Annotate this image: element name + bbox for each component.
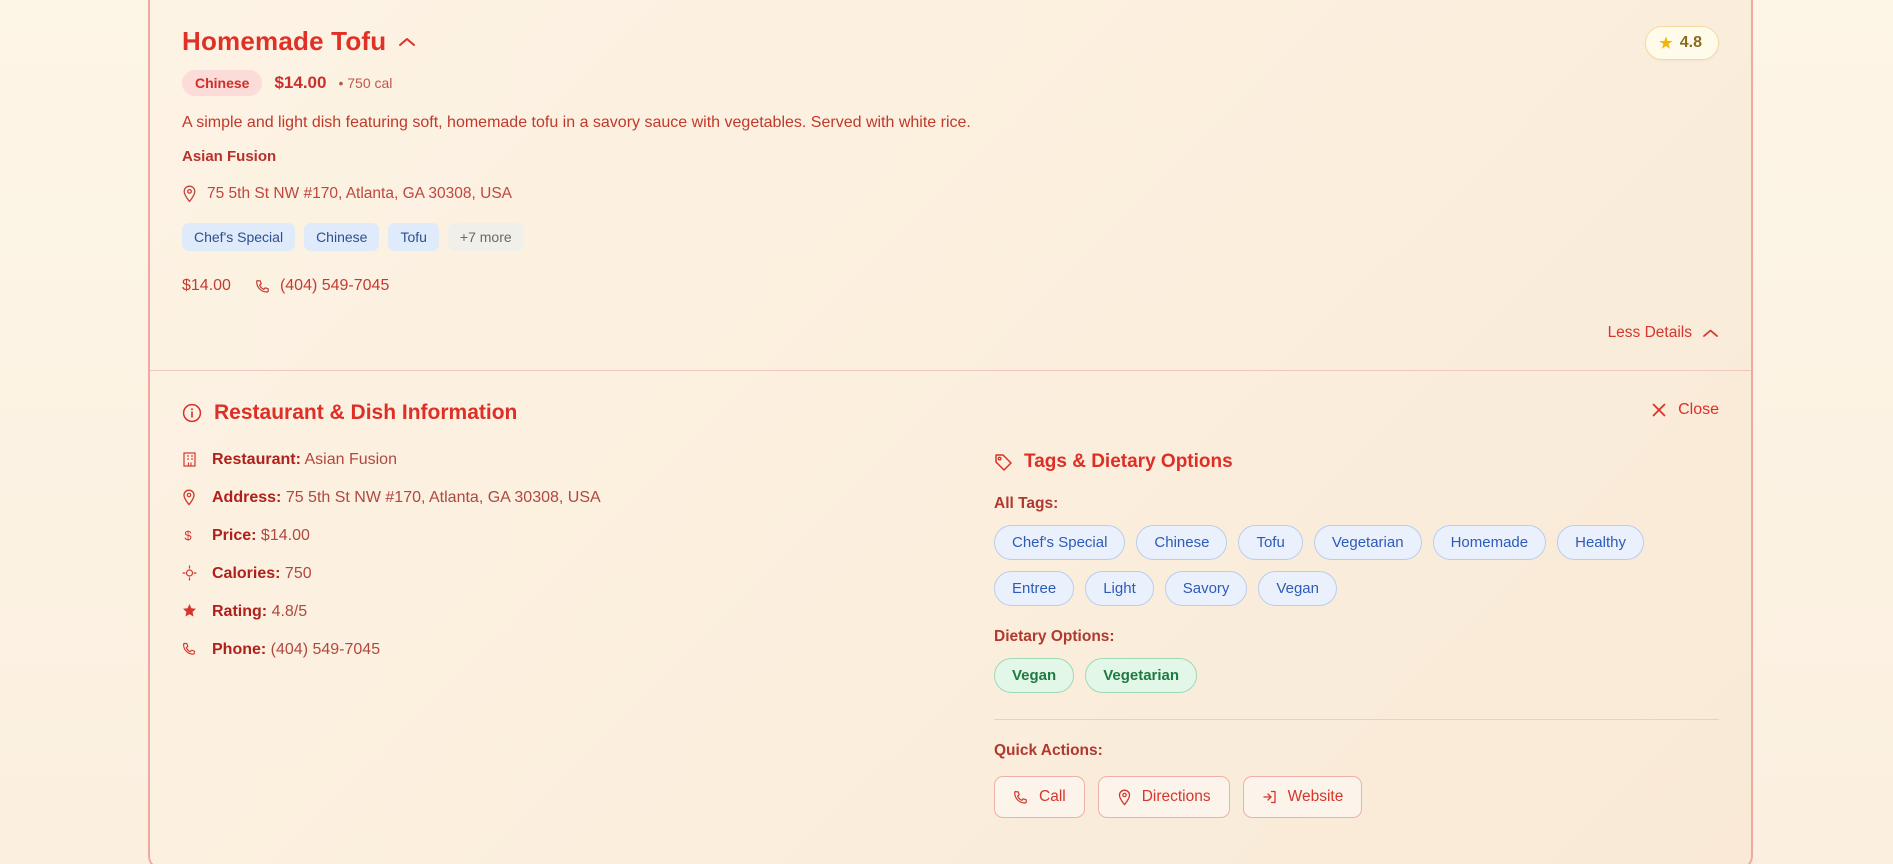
- cuisine-badge: Chinese: [182, 70, 262, 96]
- tag-chip-healthy[interactable]: Healthy: [1557, 525, 1644, 560]
- dollar-icon: [182, 527, 200, 544]
- info-heading-row: [182, 401, 1719, 425]
- info-circle-icon: [182, 403, 202, 423]
- call-label: Call: [1039, 788, 1066, 805]
- fact-value: 75 5th St NW #170, Atlanta, GA 30308, USA: [285, 489, 601, 506]
- flame-icon: [182, 565, 200, 581]
- quick-actions-label: Quick Actions:: [994, 742, 1103, 759]
- footer-price: $14.00: [182, 276, 231, 294]
- fact-label: Address:: [212, 489, 282, 506]
- tag-icon: [994, 453, 1013, 472]
- fact-value: 750: [284, 565, 312, 582]
- dish-title-row: [182, 26, 1719, 57]
- tags-column: [972, 451, 1719, 818]
- fact-value: Asian Fusion: [304, 451, 397, 468]
- dish-card: [148, 0, 1753, 864]
- dish-meta-row: [182, 70, 1719, 96]
- map-pin-icon: [1117, 789, 1132, 806]
- restaurant-info-panel: [150, 371, 1751, 818]
- info-columns: [182, 451, 1719, 818]
- tag-chip-savory[interactable]: Savory: [1165, 571, 1248, 606]
- tags-heading: Tags & Dietary Options: [1024, 451, 1233, 472]
- tag-chip-entree[interactable]: Entree: [994, 571, 1074, 606]
- top-tag-row: [182, 223, 1719, 251]
- dish-description: A simple and light dish featuring soft, homemade tofu in a savory sauce with vegetables. Served with white rice.: [182, 114, 971, 131]
- fact-label: Phone:: [212, 641, 267, 658]
- chevron-up-icon: [1702, 328, 1719, 339]
- star-icon: ★: [1659, 35, 1673, 52]
- quick-actions-row: [994, 776, 1719, 818]
- less-details-button[interactable]: [1608, 324, 1719, 342]
- fact-value: $14.00: [260, 527, 310, 544]
- tag-chip-light[interactable]: Light: [1085, 571, 1154, 606]
- fact-phone: [182, 641, 942, 659]
- footer-phone[interactable]: [255, 277, 389, 295]
- address-row: [182, 185, 1719, 203]
- tag-chip[interactable]: Chinese: [304, 223, 379, 251]
- chevron-up-icon[interactable]: [398, 36, 416, 48]
- tag-chip-tofu[interactable]: Tofu: [1238, 525, 1302, 560]
- tag-chip-chinese[interactable]: Chinese: [1136, 525, 1227, 560]
- dish-footer-row: [182, 277, 1719, 295]
- info-facts-column: [182, 451, 972, 818]
- all-tags-chips: [994, 525, 1694, 606]
- phone-icon: [1013, 789, 1029, 805]
- quick-actions-divider: [994, 719, 1719, 720]
- fact-calories: [182, 565, 942, 583]
- close-button[interactable]: [1651, 401, 1719, 419]
- external-link-icon: [1262, 789, 1278, 805]
- fact-value: (404) 549-7045: [270, 641, 381, 658]
- fact-label: Price:: [212, 527, 257, 544]
- fact-label: Rating:: [212, 603, 268, 620]
- tags-heading-row: [994, 451, 1719, 473]
- dietary-label: Dietary Options:: [994, 628, 1115, 645]
- fact-price: [182, 527, 942, 545]
- rating-badge: [1645, 26, 1719, 60]
- map-pin-icon: [182, 185, 197, 203]
- dish-price: $14.00: [274, 73, 327, 92]
- address-text: 75 5th St NW #170, Atlanta, GA 30308, USA: [207, 184, 513, 202]
- fact-address: [182, 489, 942, 507]
- directions-label: Directions: [1141, 788, 1211, 805]
- fact-label: Restaurant:: [212, 451, 301, 468]
- website-label: Website: [1287, 788, 1344, 805]
- fact-rating: [182, 603, 942, 621]
- info-heading: Restaurant & Dish Information: [214, 401, 518, 424]
- rating-value: 4.8: [1679, 34, 1702, 51]
- tag-chip[interactable]: Tofu: [388, 223, 438, 251]
- website-button[interactable]: [1243, 776, 1363, 818]
- tag-chip-chefs-special[interactable]: Chef's Special: [994, 525, 1125, 560]
- tag-chip-homemade[interactable]: Homemade: [1433, 525, 1547, 560]
- tag-chip-vegan[interactable]: Vegan: [1258, 571, 1337, 606]
- dish-summary: [150, 0, 1751, 370]
- star-icon: [182, 603, 200, 618]
- svg-text:$: $: [184, 528, 192, 543]
- fact-restaurant: [182, 451, 942, 469]
- dish-calories: • 750 cal: [338, 75, 393, 91]
- phone-icon: [255, 278, 271, 294]
- less-details-label: Less Details: [1607, 324, 1692, 341]
- dietary-chips: [994, 658, 1694, 693]
- close-icon: [1651, 402, 1667, 418]
- fact-label: Calories:: [212, 565, 281, 582]
- dietary-chip-vegan[interactable]: Vegan: [994, 658, 1074, 693]
- phone-icon: [182, 641, 200, 656]
- map-pin-icon: [182, 489, 200, 506]
- restaurant-name: Asian Fusion: [182, 147, 277, 165]
- all-tags-label: All Tags:: [994, 495, 1059, 512]
- close-label: Close: [1678, 401, 1719, 418]
- dietary-chip-vegetarian[interactable]: Vegetarian: [1085, 658, 1197, 693]
- footer-phone-text: (404) 549-7045: [279, 276, 390, 294]
- building-icon: [182, 451, 200, 467]
- more-tags-chip[interactable]: +7 more: [448, 223, 524, 251]
- tag-chip-vegetarian[interactable]: Vegetarian: [1314, 525, 1422, 560]
- fact-value: 4.8/5: [271, 603, 308, 620]
- directions-button[interactable]: [1098, 776, 1230, 818]
- page-title: Homemade Tofu: [182, 26, 387, 56]
- call-button[interactable]: [994, 776, 1085, 818]
- tag-chip[interactable]: Chef's Special: [182, 223, 295, 251]
